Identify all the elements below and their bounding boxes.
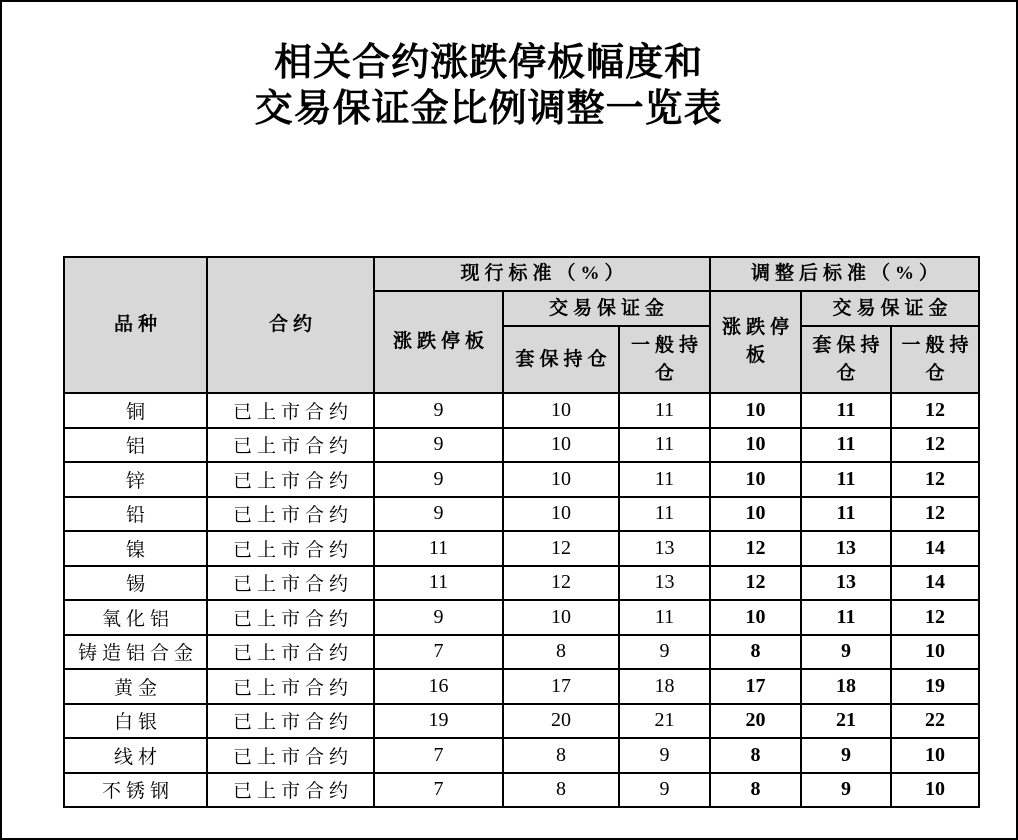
adjusted-hedge-cell: 11 — [801, 497, 891, 532]
col-group-adjusted-margin: 交易保证金 — [801, 291, 979, 326]
adjusted-price-limit-cell: 17 — [710, 669, 801, 704]
contract-cell: 已上市合约 — [207, 531, 374, 566]
current-hedge-cell: 8 — [503, 773, 619, 808]
adjusted-hedge-cell: 9 — [801, 635, 891, 670]
variety-cell: 铜 — [64, 393, 207, 428]
col-header-current-hedge-position: 套保持仓 — [503, 326, 619, 393]
col-header-adjusted-hedge-position: 套保持仓 — [801, 326, 891, 393]
contract-cell: 已上市合约 — [207, 738, 374, 773]
current-general-cell: 11 — [619, 462, 710, 497]
current-price-limit-cell: 9 — [374, 462, 503, 497]
adjusted-general-cell: 12 — [891, 462, 979, 497]
adjusted-general-cell: 19 — [891, 669, 979, 704]
current-hedge-cell: 17 — [503, 669, 619, 704]
contract-cell: 已上市合约 — [207, 704, 374, 739]
current-price-limit-cell: 7 — [374, 738, 503, 773]
current-general-cell: 9 — [619, 773, 710, 808]
col-header-adjusted-price-limit: 涨跌停板 — [710, 291, 801, 393]
adjusted-price-limit-cell: 8 — [710, 635, 801, 670]
current-general-cell: 11 — [619, 428, 710, 463]
table-body — [64, 393, 979, 807]
adjusted-general-cell: 14 — [891, 531, 979, 566]
adjusted-hedge-cell: 11 — [801, 600, 891, 635]
adjusted-price-limit-cell: 10 — [710, 393, 801, 428]
current-general-cell: 21 — [619, 704, 710, 739]
table-row — [64, 600, 979, 635]
table-row — [64, 704, 979, 739]
variety-cell: 锌 — [64, 462, 207, 497]
current-price-limit-cell: 7 — [374, 635, 503, 670]
adjusted-price-limit-cell: 12 — [710, 566, 801, 601]
current-hedge-cell: 20 — [503, 704, 619, 739]
current-general-cell: 9 — [619, 738, 710, 773]
adjusted-price-limit-cell: 20 — [710, 704, 801, 739]
variety-cell: 黄金 — [64, 669, 207, 704]
col-group-current-standard: 现行标准（%） — [374, 257, 710, 291]
document-title-line-2: 交易保证金比例调整一览表 — [254, 88, 723, 130]
table-row — [64, 566, 979, 601]
adjusted-price-limit-cell: 12 — [710, 531, 801, 566]
contract-cell: 已上市合约 — [207, 600, 374, 635]
adjusted-hedge-cell: 9 — [801, 773, 891, 808]
adjusted-hedge-cell: 18 — [801, 669, 891, 704]
table-row — [64, 497, 979, 532]
current-price-limit-cell: 9 — [374, 393, 503, 428]
col-header-variety: 品种 — [64, 257, 207, 393]
adjusted-hedge-cell: 13 — [801, 531, 891, 566]
table-row — [64, 669, 979, 704]
table-header — [64, 257, 979, 393]
adjusted-general-cell: 12 — [891, 393, 979, 428]
adjustment-table — [63, 256, 980, 808]
adjusted-price-limit-cell: 8 — [710, 738, 801, 773]
variety-cell: 锡 — [64, 566, 207, 601]
adjusted-general-cell: 10 — [891, 738, 979, 773]
current-hedge-cell: 10 — [503, 600, 619, 635]
current-general-cell: 11 — [619, 600, 710, 635]
adjusted-hedge-cell: 11 — [801, 393, 891, 428]
current-price-limit-cell: 16 — [374, 669, 503, 704]
adjusted-hedge-cell: 21 — [801, 704, 891, 739]
current-hedge-cell: 12 — [503, 566, 619, 601]
document-title-line-1: 相关合约涨跌停板幅度和 — [274, 42, 704, 84]
adjusted-general-cell: 10 — [891, 773, 979, 808]
col-group-current-margin: 交易保证金 — [503, 291, 710, 326]
current-hedge-cell: 12 — [503, 531, 619, 566]
table-row — [64, 531, 979, 566]
adjusted-general-cell: 12 — [891, 497, 979, 532]
adjusted-price-limit-cell: 8 — [710, 773, 801, 808]
current-general-cell: 9 — [619, 635, 710, 670]
adjusted-hedge-cell: 11 — [801, 428, 891, 463]
current-price-limit-cell: 7 — [374, 773, 503, 808]
table-row — [64, 635, 979, 670]
current-hedge-cell: 10 — [503, 462, 619, 497]
variety-cell: 镍 — [64, 531, 207, 566]
table-row — [64, 738, 979, 773]
table-row — [64, 773, 979, 808]
current-general-cell: 11 — [619, 497, 710, 532]
current-hedge-cell: 8 — [503, 635, 619, 670]
contract-cell: 已上市合约 — [207, 773, 374, 808]
adjusted-general-cell: 12 — [891, 600, 979, 635]
col-header-adjusted-general-position: 一般持仓 — [891, 326, 979, 393]
current-hedge-cell: 8 — [503, 738, 619, 773]
adjusted-general-cell: 10 — [891, 635, 979, 670]
current-price-limit-cell: 9 — [374, 428, 503, 463]
table-row — [64, 428, 979, 463]
variety-cell: 不锈钢 — [64, 773, 207, 808]
adjusted-hedge-cell: 9 — [801, 738, 891, 773]
document-title — [0, 40, 977, 132]
current-general-cell: 13 — [619, 566, 710, 601]
current-price-limit-cell: 11 — [374, 566, 503, 601]
contract-cell: 已上市合约 — [207, 669, 374, 704]
current-price-limit-cell: 19 — [374, 704, 503, 739]
current-hedge-cell: 10 — [503, 393, 619, 428]
variety-cell: 氧化铝 — [64, 600, 207, 635]
table-row — [64, 393, 979, 428]
adjusted-hedge-cell: 13 — [801, 566, 891, 601]
contract-cell: 已上市合约 — [207, 497, 374, 532]
variety-cell: 白银 — [64, 704, 207, 739]
col-header-current-general-position: 一般持仓 — [619, 326, 710, 393]
current-general-cell: 11 — [619, 393, 710, 428]
adjusted-price-limit-cell: 10 — [710, 497, 801, 532]
col-header-contract: 合约 — [207, 257, 374, 393]
adjusted-price-limit-cell: 10 — [710, 462, 801, 497]
current-hedge-cell: 10 — [503, 497, 619, 532]
current-general-cell: 13 — [619, 531, 710, 566]
col-header-current-price-limit: 涨跌停板 — [374, 291, 503, 393]
contract-cell: 已上市合约 — [207, 635, 374, 670]
variety-cell: 铸造铝合金 — [64, 635, 207, 670]
current-price-limit-cell: 9 — [374, 600, 503, 635]
contract-cell: 已上市合约 — [207, 462, 374, 497]
variety-cell: 铝 — [64, 428, 207, 463]
variety-cell: 铅 — [64, 497, 207, 532]
adjusted-price-limit-cell: 10 — [710, 600, 801, 635]
contract-cell: 已上市合约 — [207, 393, 374, 428]
current-general-cell: 18 — [619, 669, 710, 704]
contract-cell: 已上市合约 — [207, 566, 374, 601]
adjusted-general-cell: 12 — [891, 428, 979, 463]
current-price-limit-cell: 9 — [374, 497, 503, 532]
header-row-groups — [64, 257, 979, 291]
adjusted-general-cell: 14 — [891, 566, 979, 601]
adjusted-price-limit-cell: 10 — [710, 428, 801, 463]
table-row — [64, 462, 979, 497]
adjusted-hedge-cell: 11 — [801, 462, 891, 497]
contract-cell: 已上市合约 — [207, 428, 374, 463]
current-price-limit-cell: 11 — [374, 531, 503, 566]
col-group-adjusted-standard: 调整后标准（%） — [710, 257, 979, 291]
variety-cell: 线材 — [64, 738, 207, 773]
current-hedge-cell: 10 — [503, 428, 619, 463]
adjusted-general-cell: 22 — [891, 704, 979, 739]
